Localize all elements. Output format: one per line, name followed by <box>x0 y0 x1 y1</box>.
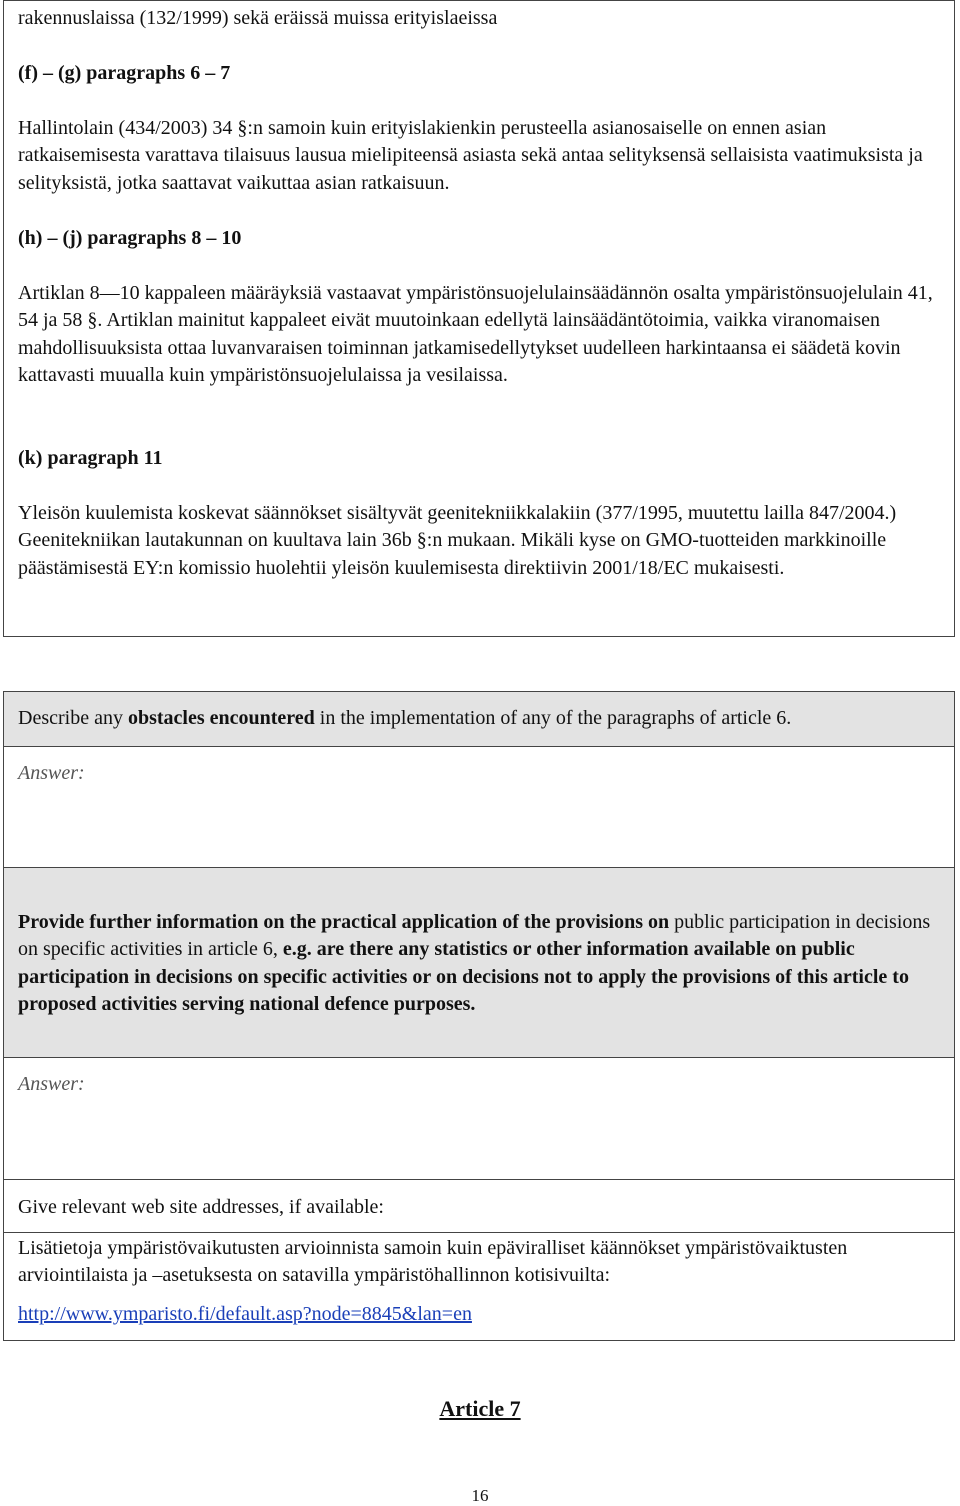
questions-box <box>3 691 955 1341</box>
divider <box>4 1179 954 1180</box>
paragraph-hj-text: Artiklan 8—10 kappaleen määräyksiä vastaavat ympäristönsuojelulainsäädännön osalta ympäristönsuojelulain 41, 54 ja 58 §. Artiklan mainitut kappaleet eivät muutoinkaan edellytä lainsäädäntötoimia, vaikka viranomaisen mahdollisuuksista ottaa luvanvaraisen toiminnan jatkamisedellytykset uudelleen harkintaansa ei säädetä kovin kattavasti muualla kuin ympäristönsuojelulaissa ja vesilaissa. <box>18 282 933 386</box>
heading-paragraph-11: (k) paragraph 11 <box>18 447 163 469</box>
divider <box>4 1232 954 1233</box>
obstacles-answer-label: Answer: <box>18 762 85 784</box>
intro-line: rakennuslaissa (132/1999) sekä eräissä muissa erityislaeissa <box>18 7 498 29</box>
heading-paragraphs-8-10: (h) – (j) paragraphs 8 – 10 <box>18 227 242 249</box>
article-6-text-box <box>3 0 955 637</box>
page-number: 16 <box>471 1486 489 1505</box>
websites-answer: Lisätietoja ympäristövaikutusten arvioinnista samoin kuin epäviralliset käännökset ympäristövaiktusten arviointilaista ja –asetuksesta on satavilla ympäristöhallinnon kotisivuilta: <box>18 1237 848 1287</box>
further-info-answer-label: Answer: <box>18 1073 85 1095</box>
websites-question: Give relevant web site addresses, if available: <box>18 1196 384 1218</box>
paragraph-fg-text: Hallintolain (434/2003) 34 §:n samoin kuin erityislakienkin perusteella asianosaiselle on ennen asian ratkaisemisesta varattava tilaisuus lausua mielipiteensä asiasta sekä antaa selityksensä sellaisista vaatimuksista ja selityksistä, jotka saattavat vaikuttaa asian ratkaisuun. <box>18 117 923 194</box>
paragraph-k-text: Yleisön kuulemista koskevat säännökset sisältyvät geenitekniikkalakiin (377/1995, muutettu lailla 847/2004.) Geenitekniikan lautakunnan on kuultava lain 36b §:n mukaan. Mikäli kyse on GMO-tuotteiden markkinoille päästämisestä EY:n komissio huolehtii yleisön kuulemisesta direktiivin 2001/18/EC mukaisesti. <box>18 502 897 579</box>
obstacles-question: Describe any obstacles encountered in the implementation of any of the paragraphs of article 6. <box>18 707 792 729</box>
divider <box>4 746 954 747</box>
heading-paragraphs-6-7: (f) – (g) paragraphs 6 – 7 <box>18 62 231 84</box>
divider <box>4 1057 954 1058</box>
further-info-question: Provide further information on the practical application of the provisions on public participation in decisions on specific activities in article 6, e.g. are there any statistics or other information available on public participation in decisions on specific activities or on decisions not to apply the provisions of this article to proposed activities serving national defence purposes. <box>18 911 931 1015</box>
websites-link-row <box>18 1301 944 1328</box>
ymparisto-link[interactable]: http://www.ymparisto.fi/default.asp?node=8845&lan=en <box>18 1303 472 1325</box>
article-7-heading: Article 7 <box>439 1396 521 1421</box>
